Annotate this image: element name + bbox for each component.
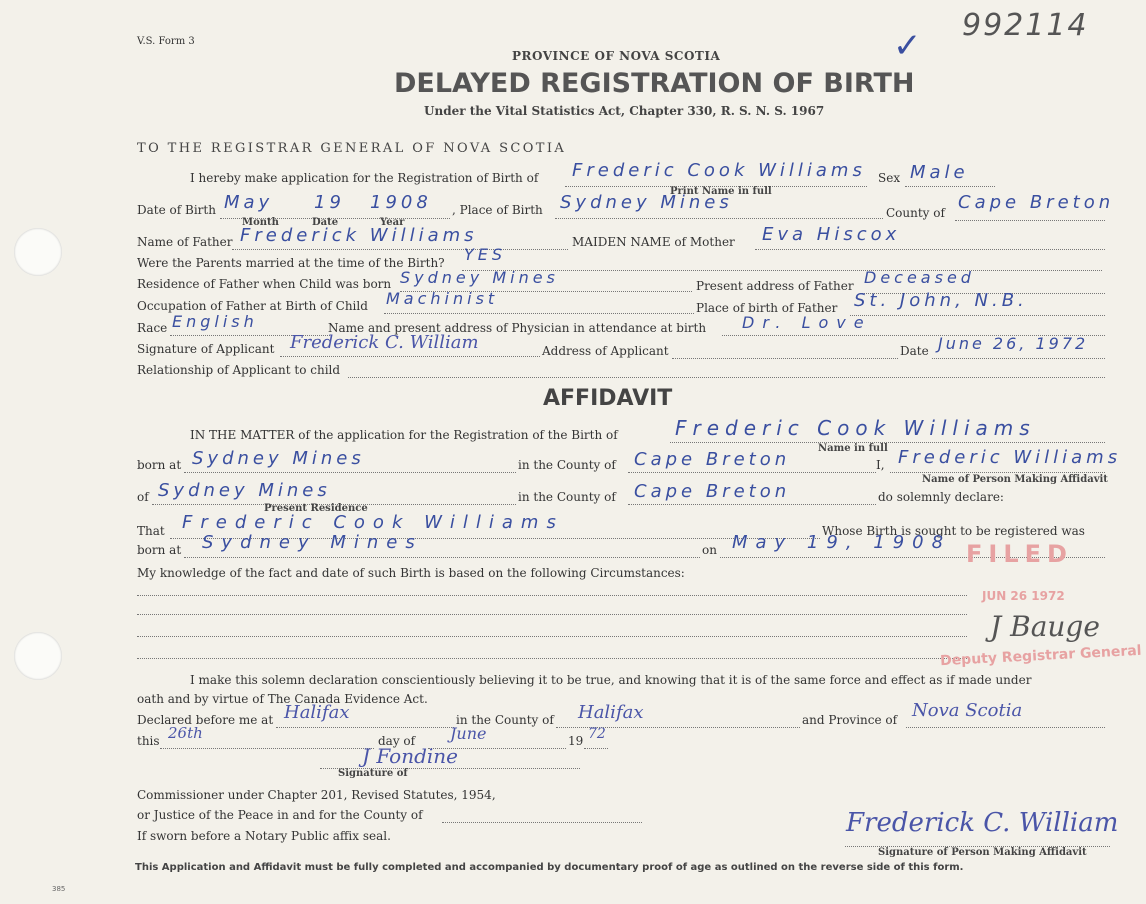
county-label: County of	[886, 206, 945, 220]
year-value: 72	[588, 726, 606, 742]
born-at-label: born at	[137, 458, 182, 472]
sworn-text: If sworn before a Notary Public affix seal.	[137, 829, 391, 843]
born-at-value-2: Sydney Mines	[202, 532, 423, 553]
registration-number: 992114	[962, 8, 1089, 43]
mother-value: Eva Hiscox	[762, 224, 901, 245]
affidavit-title: AFFIDAVIT	[543, 386, 673, 411]
physician-label: Name and present address of Physician in attendance at birth	[328, 321, 707, 335]
county-value-2: Cape Breton	[634, 449, 791, 470]
province-value: Nova Scotia	[912, 700, 1023, 721]
i-label: I,	[876, 458, 885, 472]
commissioner-signature: J Fondine	[362, 744, 458, 768]
whose-birth-text: Whose Birth is sought to be registered was	[822, 524, 1085, 538]
solemn-text-1: I make this solemn declaration conscientiously believing it to be true, and knowing that it is of the same force and effect as if made under	[190, 673, 1032, 687]
check-mark: ✓	[893, 26, 922, 66]
day-value: 26th	[168, 724, 203, 742]
born-at-value: Sydney Mines	[192, 448, 365, 469]
mother-label: MAIDEN NAME of Mother	[572, 235, 735, 249]
race-value: English	[172, 312, 258, 331]
filed-date-stamp: JUN 26 1972	[982, 589, 1065, 603]
father-label: Name of Father	[137, 235, 233, 249]
residence-caption: Present Residence	[264, 503, 368, 514]
present-address-value: Deceased	[864, 268, 975, 287]
that-name: Frederic Cook Williams	[182, 512, 564, 533]
married-value: YES	[464, 245, 507, 264]
footer-code: 385	[52, 885, 66, 893]
punch-hole-bottom	[14, 632, 62, 680]
county-label-3: in the County of	[518, 490, 616, 504]
deputy-title-stamp: Deputy Registrar General	[939, 642, 1142, 670]
county-value-3: Cape Breton	[634, 481, 791, 502]
physician-value: Dr. Love	[742, 313, 872, 332]
place-value: Sydney Mines	[560, 192, 733, 213]
day-of-label: day of	[378, 734, 416, 748]
date-caption: Date	[312, 217, 339, 228]
punch-hole-top	[14, 228, 62, 276]
present-address-label: Present address of Father	[696, 279, 854, 293]
document-title: DELAYED REGISTRATION OF BIRTH	[394, 68, 915, 99]
residence-label: Residence of Father when Child was born	[137, 277, 392, 291]
residence-value-2: Sydney Mines	[158, 480, 331, 501]
married-label: Were the Parents married at the time of the Birth?	[137, 256, 445, 270]
address-label: Address of Applicant	[542, 344, 669, 358]
year-caption: Year	[380, 217, 405, 228]
signature-of-caption: Signature of	[338, 768, 408, 779]
father-birthplace-value: St. John, N.B.	[854, 290, 1028, 311]
province-label: and Province of	[802, 713, 898, 727]
this-label: this	[137, 734, 160, 748]
county-value: Cape Breton	[958, 192, 1115, 213]
applicant-signature: Frederick C. William	[290, 332, 479, 353]
place-label: , Place of Birth	[452, 203, 543, 217]
race-label: Race	[137, 321, 168, 335]
filed-stamp: FILED	[966, 540, 1073, 568]
county-label-2: in the County of	[518, 458, 616, 472]
footer-notice: This Application and Affidavit must be fully completed and accompanied by documentary proof of age as outlined on the reverse side of this form.	[135, 862, 964, 873]
month-value: June	[450, 724, 487, 743]
on-label: on	[702, 543, 717, 557]
on-value: May 19, 1908	[732, 532, 952, 553]
form-number: V.S. Form 3	[137, 36, 195, 47]
solemn-text-2: oath and by virtue of The Canada Evidence Act.	[137, 692, 428, 706]
sex-value: Male	[910, 162, 969, 183]
of-label: of	[137, 490, 149, 504]
that-label: That	[137, 524, 165, 538]
declared-county-value: Halifax	[578, 702, 644, 723]
sex-label: Sex	[878, 171, 901, 185]
year-prefix: 19	[568, 734, 584, 748]
justice-text: or Justice of the Peace in and for the County of	[137, 808, 423, 822]
dob-month: May	[224, 192, 274, 213]
knowledge-text: My knowledge of the fact and date of such Birth is based on the following Circumstances:	[137, 566, 685, 580]
dob-label: Date of Birth	[137, 203, 216, 217]
date-label: Date	[900, 344, 929, 358]
document-subtitle: Under the Vital Statistics Act, Chapter 330, R. S. N. S. 1967	[424, 104, 825, 118]
declared-at-value: Halifax	[284, 702, 350, 723]
declared-label: Declared before me at	[137, 713, 274, 727]
declared-county-label: in the County of	[456, 713, 554, 727]
father-birthplace-label: Place of birth of Father	[696, 301, 838, 315]
father-value: Frederick Williams	[240, 225, 478, 246]
dob-day: 19	[314, 192, 345, 213]
affiant-signature: Frederick C. William	[846, 808, 1119, 838]
affiant-signature-caption: Signature of Person Making Affidavit	[878, 847, 1087, 858]
date-value: June 26, 1972	[938, 334, 1089, 353]
affiant-caption: Name of Person Making Affidavit	[922, 474, 1108, 485]
relationship-label: Relationship of Applicant to child	[137, 363, 341, 377]
commissioner-text: Commissioner under Chapter 201, Revised Statutes, 1954,	[137, 788, 496, 802]
declare-text: do solemnly declare:	[878, 490, 1004, 504]
dob-year: 1908	[370, 192, 432, 213]
signature-label: Signature of Applicant	[137, 342, 275, 356]
registrar-address: TO THE REGISTRAR GENERAL OF NOVA SCOTIA	[137, 141, 567, 156]
occupation-label: Occupation of Father at Birth of Child	[137, 299, 368, 313]
matter-label: IN THE MATTER of the application for the Registration of the Birth of	[190, 428, 618, 442]
name-full-caption: Name in full	[818, 443, 888, 454]
month-caption: Month	[242, 217, 279, 228]
province-heading: PROVINCE OF NOVA SCOTIA	[512, 49, 721, 63]
residence-value: Sydney Mines	[400, 268, 559, 287]
born-at-label-2: born at	[137, 543, 182, 557]
affiant-name: Frederic Williams	[898, 447, 1122, 468]
matter-name: Frederic Cook Williams	[675, 416, 1036, 440]
occupation-value: Machinist	[386, 289, 499, 308]
child-name-value: Frederic Cook Williams	[572, 160, 866, 181]
intro-label: I hereby make application for the Registration of Birth of	[190, 171, 539, 185]
print-name-caption: Print Name in full	[670, 186, 772, 197]
deputy-signature: J Bauge	[990, 610, 1100, 643]
